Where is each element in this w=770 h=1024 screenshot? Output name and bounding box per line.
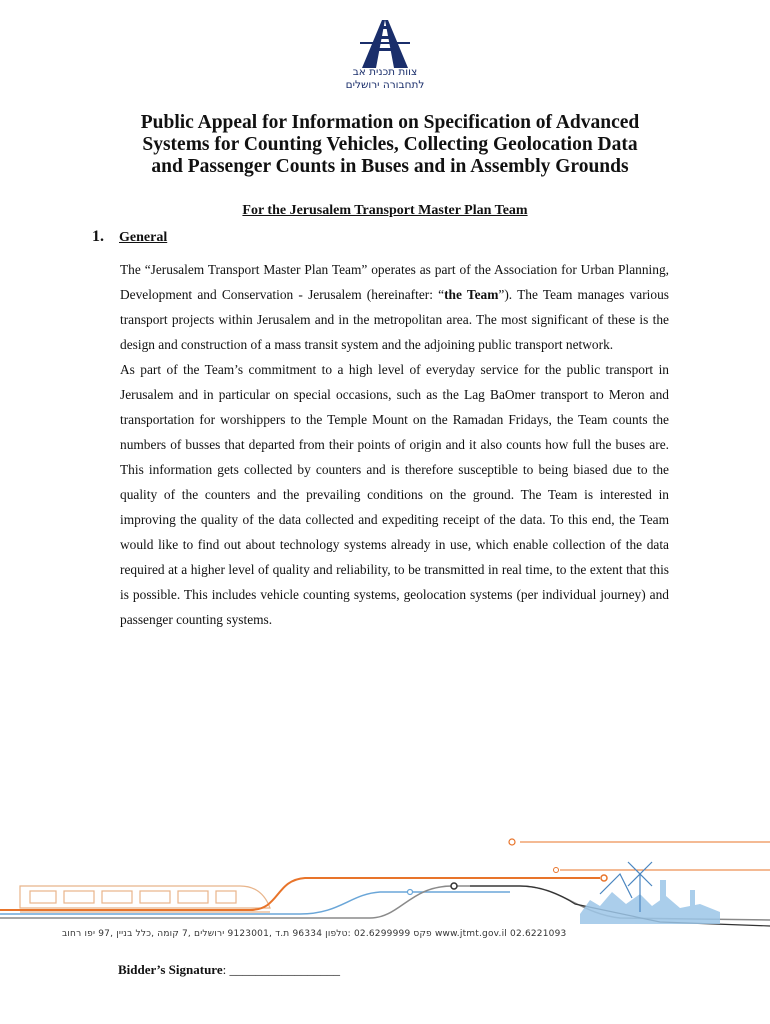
bidder-signature xyxy=(118,962,340,978)
title-line-3: and Passenger Counts in Buses and in Assembly Grounds xyxy=(151,156,629,177)
road-perspective-logo-icon xyxy=(360,18,410,70)
tram-and-city-skyline-illustration xyxy=(0,834,770,944)
section-body xyxy=(120,257,669,632)
document-title xyxy=(80,112,700,178)
document-subtitle: For the Jerusalem Transport Master Plan Team xyxy=(242,203,528,218)
paragraph-1-bold-term: the Team xyxy=(444,287,499,302)
paragraph-1-text-a: The “Jerusalem Transport Master Plan Team” operates as part of the Association for Urban Planning, Development and Conservation - Jerusalem (hereinafter: “ xyxy=(120,262,669,302)
organization-name-line-1: צוות תכנית אב xyxy=(352,66,418,78)
section-title: General xyxy=(119,230,168,245)
paragraph-1 xyxy=(120,257,669,357)
title-line-2: Systems for Counting Vehicles, Collecting Geolocation Data xyxy=(142,134,638,155)
organization-name xyxy=(300,66,470,92)
signature-colon: : xyxy=(222,962,227,977)
signature-label: Bidder’s Signature xyxy=(118,962,223,977)
title-line-1: Public Appeal for Information on Specification of Advanced xyxy=(140,112,640,133)
paragraph-2: As part of the Team’s commitment to a high level of everyday service for the public transport in Jerusalem and in particular on special occasions, such as the Lag BaOmer transport to Meron and transportation for worshippers to the Temple Mount on the Ramadan Fridays, the Team counts the numbers of busses that departed from their points of origin and it also counts how full the buses are. This information gets collected by counters and is therefore susceptible to being biased due to the quality of the counters and the prevailing conditions on the ground. The Team is interested in improving the quality of the data collected and expediting receipt of the data. To this end, the Team would like to find out about technology systems already in use, which enable collection of the data required at a higher level of quality and reliability, to be transmitted in real time, to the extent that this is possible. This includes vehicle counting systems, geolocation systems (per individual journey) and passenger counting systems. xyxy=(120,362,669,627)
section-heading xyxy=(92,228,167,246)
section-number: 1. xyxy=(92,228,104,245)
footer-contact-address: www.jtmt.gov.il 02.6221093 פקס 02.6299999 :טלפון 96334 ת.ד ,9123001 ירושלים ,7 קומה ,כלל בניין ,97 יפו רחוב xyxy=(62,929,567,939)
paragraph-1-text-b: ”). The Team manages various transport projects within Jerusalem and in the metropolitan area. The most significant of these is the design and construction of a mass transit system and the adjoining public transport network. xyxy=(120,287,669,352)
organization-name-line-2: לתחבורה ירושלים xyxy=(345,79,425,91)
signature-line[interactable]: _________________ xyxy=(229,962,340,977)
